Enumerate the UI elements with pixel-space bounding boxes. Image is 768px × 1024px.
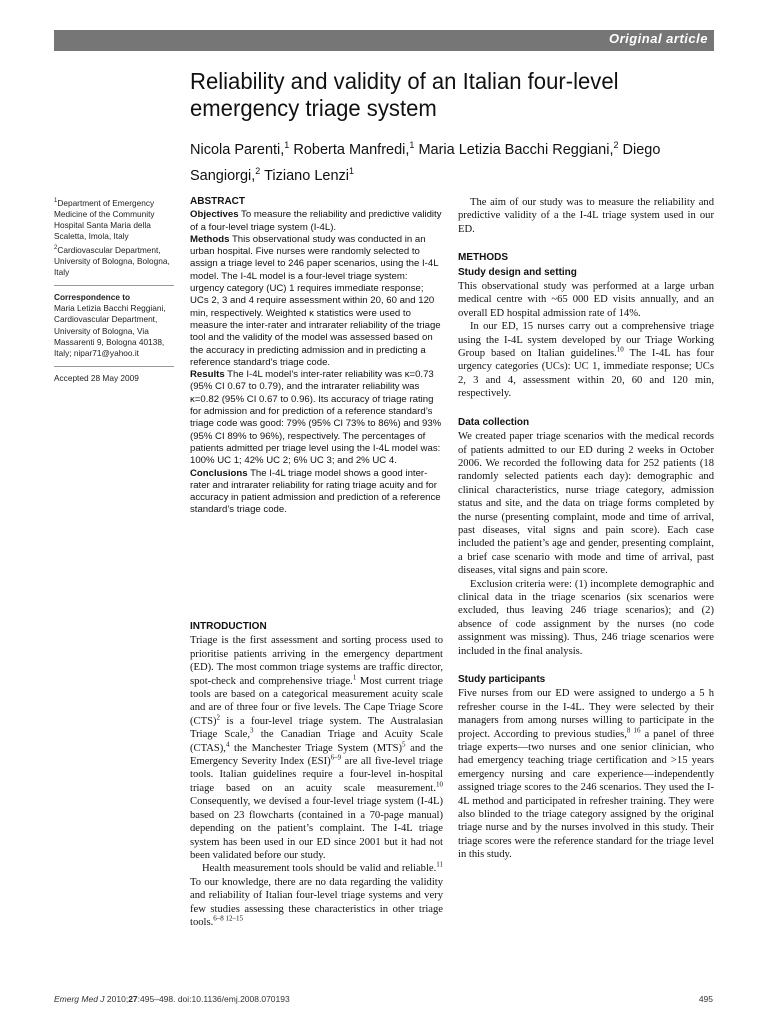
citation-ref: 10 bbox=[436, 780, 443, 789]
correspondence-heading: Correspondence to bbox=[54, 291, 131, 302]
author-name: Diego Sangiorgi, bbox=[190, 141, 661, 184]
introduction-section bbox=[190, 620, 443, 929]
sidebar bbox=[54, 196, 174, 384]
citation-ref: 2 bbox=[216, 713, 220, 722]
article-title: Reliability and validity of an Italian four-level emergency triage system bbox=[190, 68, 619, 121]
affiliation-mark: 2 bbox=[613, 140, 619, 150]
citation-ref: 6–9 bbox=[330, 753, 342, 762]
introduction-paragraph: Triage is the first assessment and sorting process used to prioritise patients arriving in the emergency department (ED). The most common triage systems are traffic director, spot-check and comprehensive triage.$^1$ Most current triage tools are based on a categorical measurement acuity scale and are of three four or five levels. The Cape Triage Score (CTS)$^2$ is a four-level triage system. The Australasian Triage Scale,$^3$ the Canadian Triage and Acuity Scale (CTAS),$^4$ the Manchester Triage System (MTS)$^5$ and the Emergency Severity Index (ESI)$^{6-9}$ are all five-level triage tools. Italian guidelines require a four-level in-hospital triage based on an acuity scale measurement.$^{10}$ Consequently, we devised a four-level triage system (I-4L) based on 23 flowcharts (contained in a 70-page manual) depending on the patient’s complaint. The I-4L triage system has been used in our ED since 2001 but it had not been validated before our study. bbox=[190, 635, 444, 861]
citation-ref: 11 bbox=[436, 860, 443, 869]
volume: 27 bbox=[128, 994, 138, 1004]
participants-paragraph: Five nurses from our ED were assigned to undergo a 5 h refresher course in the I-4L. They were selected by their managers from among nurses willing to participate in the project. According to previous studies,$^{8 16}$ a panel of three triage experts—two nurses and one senior clinician, who had emergency teaching triage certification and >15 years emergency nursing and care experience—independently assigned triage scores to the 246 scenarios. They used the I-4L method and participated in refresher training. They were also blinded to the triage category assigned by the original triage nurse and by the nurses involved in this study. Their triage scores were the reference standard for the triage level in this study. bbox=[458, 688, 715, 861]
year: 2010; bbox=[106, 994, 129, 1004]
data-collection-paragraph: Exclusion criteria were: (1) incomplete demographic and clinical data in the triage scenarios (six scenarios were excluded, thus leaving 246 triage scenarios); and (2) absence of code assignment by the nurses (no code assignment was missing). Thus, 246 triage scenarios were included in the final analysis. bbox=[458, 578, 714, 657]
author-name: Roberta Manfredi, bbox=[293, 141, 410, 158]
citation-ref: 5 bbox=[402, 740, 406, 749]
section-label: Original article bbox=[608, 31, 708, 46]
author-name: Nicola Parenti, bbox=[190, 141, 285, 158]
citation-ref: 3 bbox=[250, 726, 254, 735]
methods-heading: METHODS bbox=[458, 252, 508, 264]
participants-heading: Study participants bbox=[458, 674, 546, 685]
introduction-heading: INTRODUCTION bbox=[190, 621, 267, 632]
affiliation: $^1$Department of Emergency Medicine of the Community Hospital Santa Maria della Scaletta, Imola, Italy bbox=[54, 197, 155, 242]
affiliation-mark: 1 bbox=[409, 140, 415, 150]
abstract-section: Conclusions The I-4L triage model shows a good inter-rater and intrarater reliability for rating triage acuity and for accuracy in patient admission and prediction of a reference standard’s triage code. bbox=[190, 467, 441, 516]
data-collection-paragraph: We created paper triage scenarios with the medical records of patients admitted to our ED during 2 weeks in October 2006. We recorded the following data for 252 patients (18 randomly selected patients each day): demographic and clinical characteristics, nurse triage category, admission status and site, and the data on triage forms completed by the nurse (presenting complaint, mode and time of arrival, past diseases, vital signs and pain score). Each case included the patient’s age and gender, presenting complaint, a brief case scenario with mode and time of arrival, past diseases, vital signs and pain score. bbox=[458, 431, 714, 577]
abstract-section-label: Objectives bbox=[190, 209, 239, 221]
aim-paragraph: The aim of our study was to measure the reliability and predictive validity of a the I-4L triage system used in our ED. bbox=[458, 197, 714, 235]
abstract-section-label: Results bbox=[190, 369, 225, 381]
data-collection-heading: Data collection bbox=[458, 416, 530, 428]
pages-doi: :495–498. doi:10.1136/emj.2008.070193 bbox=[137, 994, 290, 1004]
affiliation-mark: 2 bbox=[255, 165, 261, 176]
citation-ref: 1 bbox=[352, 673, 357, 682]
affiliation-mark: 1 bbox=[349, 165, 355, 176]
affiliation: $^2$Cardiovascular Department, University of Bologna, Bologna, Italy bbox=[54, 244, 170, 277]
citation-ref: 6–8 12–15 bbox=[213, 914, 244, 923]
study-design-paragraph: This observational study was performed at a large urban medical centre with ~65 000 ED visits annually, and an overall ED hospital admission rate of 14%. bbox=[458, 281, 714, 319]
study-design-heading: Study design and setting bbox=[458, 266, 577, 278]
author-name: Tiziano Lenzi bbox=[264, 167, 349, 184]
abstract-section: Methods This observational study was conducted in an urban hospital. Five nurses were randomly selected to assign a triage level to 246 paper scenarios, using the I-4L model. The I-4L model is a four-level triage system: urgency category (UC) 1 requires immediate response; UCs 2, 3 and 4 require assessment within 20, 60 and 120 min, respectively. Weighted κ statistics were used to measure the inter-rater and intrarater reliability of the triage tool and the validity of the model was assessed based on the accuracy in predicting admission and in predicting a reference standard’s triage code. bbox=[190, 233, 441, 368]
affiliation-mark: 1 bbox=[284, 140, 290, 150]
abstract-section-label: Methods bbox=[190, 233, 230, 245]
page-number: 495 bbox=[698, 994, 713, 1004]
abstract-heading: ABSTRACT bbox=[190, 196, 245, 207]
abstract-section-label: Conclusions bbox=[190, 467, 248, 479]
abstract-section: Results The I-4L model’s inter-rater reliability was κ=0.73 (95% CI 0.67 to 0.79), and the intrarater reliability was κ=0.82 (95% CI 0.67 to 0.96). Its accuracy of triage rating for admission and for prediction of a reference standard’s triage code was good: 79% (95% CI 73% to 86%) and 93% (95% CI 89% to 96%), respectively. The percentages of patients admitted per triage level using the I-4L model was: 100% UC 1; 42% UC 2; 6% UC 3; and 2% UC 4. bbox=[190, 369, 442, 467]
section-banner bbox=[54, 30, 714, 51]
citation-ref: 4 bbox=[225, 740, 230, 749]
citation-footer bbox=[54, 994, 290, 1004]
abstract bbox=[190, 196, 443, 517]
accepted-date: Accepted 28 May 2009 bbox=[54, 373, 139, 384]
author-list bbox=[190, 135, 730, 187]
divider bbox=[54, 285, 174, 286]
right-column bbox=[458, 196, 714, 862]
correspondence-text: Maria Letizia Bacchi Reggiani, Cardiovascular Department, University of Bologna, Via Massarenti 9, Bologna 40138, Italy; nipar71@yahoo.it bbox=[54, 303, 166, 358]
citation-ref: 8 16 bbox=[626, 726, 641, 735]
journal-name: Emerg Med J bbox=[54, 994, 105, 1004]
citation-ref: 10 bbox=[616, 345, 624, 354]
divider bbox=[54, 366, 174, 367]
abstract-section: Objectives To measure the reliability and predictive validity of a four-level triage system (I-4L). bbox=[190, 209, 442, 233]
introduction-paragraph: Health measurement tools should be valid and reliable.$^{11}$ To our knowledge, there are no data regarding the validity and reliability of Italian four-level triage systems and very few studies assessing these characteristics in other triage tools.$^{6-8 12-15}$ bbox=[190, 860, 443, 928]
study-design-paragraph: In our ED, 15 nurses carry out a comprehensive triage using the I-4L system developed by our Triage Working Group based on Italian guidelines.$^{10}$ The I-4L has four urgency categories (UCs): UC 1, immediate response; UCs 2, 3 and 4, assessment within 20, 60 and 120 min, respectively. bbox=[458, 321, 714, 400]
author-name: Maria Letizia Bacchi Reggiani, bbox=[418, 141, 614, 158]
affiliations bbox=[54, 196, 174, 278]
